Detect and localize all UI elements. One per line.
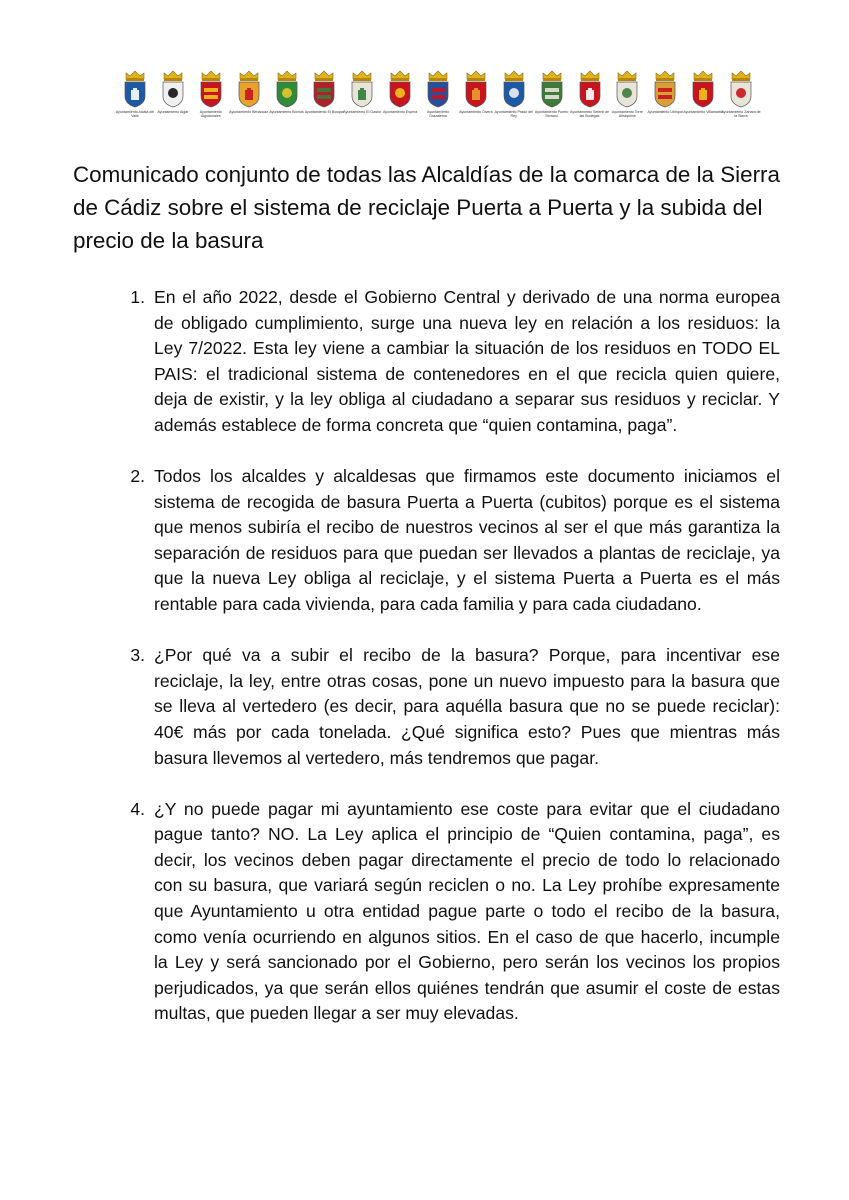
- crest-icon: [463, 68, 489, 108]
- crest-icon: [539, 68, 565, 108]
- municipal-crest: [343, 68, 382, 114]
- list-item-number: 4.: [130, 798, 145, 819]
- crest-icon: [160, 68, 186, 108]
- list-item-text: En el año 2022, desde el Gobierno Central y derivado de una norma europea de obligado cumplimiento, surge una nueva ley en relación a los residuos: la Ley 7/2022. Esta ley viene a cambiar la situación de los residuos en TODO EL PAIS: el tradicional sistema de contenedores en el que recicla quien quiere, deja de existir, y la ley obliga al ciudadano a separar sus residuos y reciclar. Y además establece de forma concreta que “quien contamina, paga”.: [154, 287, 780, 435]
- crest-icon: [425, 68, 451, 108]
- crest-icon: [236, 68, 262, 108]
- crest-icon: [198, 68, 224, 108]
- list-item: [113, 643, 780, 771]
- crest-caption: Ayuntamiento Espera: [382, 110, 418, 114]
- crest-icon: [311, 68, 337, 108]
- crest-icon: [690, 68, 716, 108]
- crest-caption: Ayuntamiento Zahara de la Sierra: [721, 110, 761, 118]
- crest-caption: Ayuntamiento Puerto Serrano: [534, 110, 569, 118]
- list-item: [113, 285, 780, 439]
- municipal-crest: [421, 68, 455, 118]
- crest-caption: Ayuntamiento Grazalema: [427, 110, 449, 118]
- list-item-text: Todos los alcaldes y alcaldesas que firmamos este documento iniciamos el sistema de recogida de basura Puerta a Puerta (cubitos) porque es el sistema que menos subiría el recibo de nuestros vecinos al ser el que más garantiza la separación de residuos para que puedan ser llevados a plantas de reciclaje, ya que la nueva Ley obliga al reciclaje, y el sistema Puerta a Puerta es el más rentable para cada vivienda, para cada familia y para cada ciudadano.: [154, 466, 780, 615]
- crest-icon: [728, 68, 754, 108]
- crest-icon: [652, 68, 678, 108]
- crest-icon: [349, 68, 375, 108]
- municipal-crest: [229, 68, 269, 114]
- municipal-crest: [304, 68, 345, 114]
- crest-icon: [501, 68, 527, 108]
- crest-caption: Ayuntamiento El Bosque: [304, 110, 345, 114]
- list-item-number: 1.: [130, 287, 145, 307]
- municipal-crest: [535, 68, 569, 118]
- municipal-crest: [270, 68, 304, 114]
- crest-icon: [387, 68, 413, 108]
- crest-icon: [577, 68, 603, 108]
- crest-caption: Ayuntamiento El Gastor: [343, 110, 382, 114]
- crest-caption: Ayuntamiento Setenil de las Bodegas: [570, 110, 609, 118]
- municipal-crest: [115, 68, 155, 118]
- municipal-crest: [570, 68, 609, 118]
- municipal-crest: [721, 68, 761, 118]
- municipal-crest: [459, 68, 493, 114]
- crest-caption: Ayuntamiento Ubrique: [647, 110, 683, 114]
- municipal-crest: [648, 68, 682, 114]
- crest-caption: Ayuntamiento Benaocaz: [229, 110, 269, 114]
- crest-caption: Ayuntamiento Algodonales: [199, 110, 222, 118]
- municipal-crests-header: [115, 68, 761, 124]
- crest-caption: Ayuntamiento Torre Alháquime: [611, 110, 643, 118]
- municipal-crest: [494, 68, 533, 118]
- crest-icon: [274, 68, 300, 108]
- municipal-crest: [194, 68, 228, 118]
- crest-caption: Ayuntamiento Villamartín: [683, 110, 724, 114]
- crest-caption: Ayuntamiento Alcalá del Valle: [115, 110, 155, 118]
- crest-caption: Ayuntamiento Algar: [157, 110, 189, 114]
- list-item-text: ¿Por qué va a subir el recibo de la basura? Porque, para incentivar ese reciclaje, la ley, entre otras cosas, pone un nuevo impuesto para la basura que se lleva al vertedero (es decir, para aquélla basura que no se puede reciclar): 40€ más por cada tonelada. ¿Qué significa esto? Pues que mientras más basura llevemos al vertedero, más tendremos que pagar.: [154, 645, 780, 768]
- municipal-crest: [683, 68, 724, 114]
- list-item-number: 3.: [130, 645, 145, 666]
- list-item: [113, 797, 780, 1027]
- municipal-crest: [156, 68, 190, 114]
- crest-icon: [614, 68, 640, 108]
- list-item-number: 2.: [130, 466, 145, 487]
- list-item-text: ¿Y no puede pagar mi ayuntamiento ese coste para evitar que el ciudadano pague tanto? NO. La Ley aplica el principio de “Quien contamina, paga”, es decir, los vecinos deben pagar directamente el precio de todo lo relacionado con su basura, que variará según reciclen o no. La Ley prohíbe expresamente que Ayuntamiento u otra entidad pague parte o todo el recibo de la basura, como venía ocurriendo en algunos sitios. En el caso de que hacerlo, incumple la Ley y será sancionado por el Gobierno, pero serán los vecinos los propios perjudicados, ya que serán ellos quiénes tendrán que asumir el coste de estas multas, que pueden llegar a ser muy elevadas.: [154, 798, 780, 1024]
- municipal-crest: [383, 68, 417, 114]
- numbered-list: [113, 285, 780, 1052]
- municipal-crest: [610, 68, 644, 118]
- crest-caption: Ayuntamiento Bornos: [269, 110, 304, 114]
- list-item: [113, 464, 780, 618]
- document-title: Comunicado conjunto de todas las Alcaldías de la comarca de la Sierra de Cádiz sobre el sistema de reciclaje Puerta a Puerta y la subida del precio de la basura: [73, 162, 780, 253]
- crest-icon: [122, 68, 148, 108]
- crest-caption: Ayuntamiento Prado del Rey: [494, 110, 533, 118]
- crest-caption: Ayuntamiento Olvera: [459, 110, 493, 114]
